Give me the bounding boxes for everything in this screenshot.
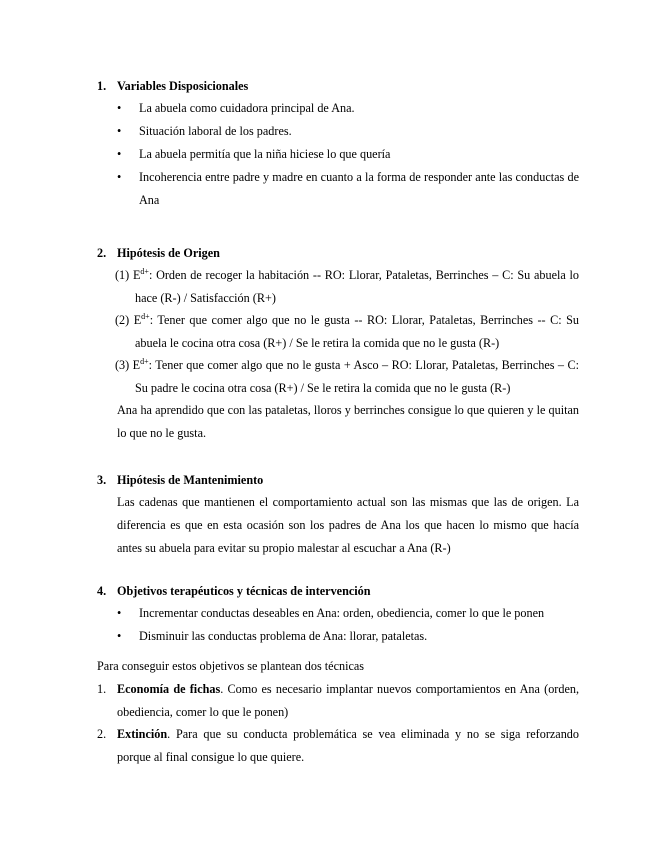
techniques-intro: Para conseguir estos objetivos se plantean dos técnicas bbox=[97, 659, 365, 673]
section-number: 3. bbox=[97, 473, 107, 487]
bullet-list bbox=[97, 97, 579, 212]
section-number: 1. bbox=[97, 79, 107, 93]
section-title: Hipótesis de Origen bbox=[117, 246, 220, 260]
conclusion-paragraph: Ana ha aprendido que con las pataletas, lloros y berrinches consigue lo que quieren y le quitan lo que no le gusta. bbox=[117, 403, 579, 440]
section-heading bbox=[97, 470, 579, 490]
list-item: • La abuela permitía que la niña hiciese lo que quería bbox=[97, 143, 579, 166]
list-item: • Incoherencia entre padre y madre en cuanto a la forma de responder ante las conductas de Ana bbox=[97, 166, 579, 212]
list-item: • Incrementar conductas deseables en Ana: orden, obediencia, comer lo que le ponen bbox=[97, 602, 579, 625]
maintenance-paragraph: Las cadenas que mantienen el comportamiento actual son las mismas que las de origen. La diferencia es que en esta ocasión son los padres de Ana los que hacen lo mismo que hacía antes su abuela para evitar su propio malestar al escuchar a Ana (R-) bbox=[117, 495, 579, 555]
hypothesis-item: (2) $E^{d+}$: Tener que comer algo que no le gusta -- RO: Llorar, Pataletas, Berrinches -- C: Su abuela le cocina otra cosa (R+) / Se le retira la comida que no le gusta (R-) bbox=[115, 311, 580, 350]
hypothesis-item: (1) $E^{d+}$: Orden de recoger la habitación -- RO: Llorar, Pataletas, Berrinches – C: Su abuela lo hace (R-) / Satisfacción (R+) bbox=[115, 266, 580, 305]
section-variables-disposicionales bbox=[97, 76, 579, 212]
technique-name: Economía de fichas bbox=[117, 682, 221, 696]
section-number: 2. bbox=[97, 246, 107, 260]
hypothesis-list bbox=[97, 264, 579, 399]
bullet-list bbox=[97, 602, 579, 648]
section-hipotesis-origen bbox=[97, 243, 579, 445]
section-heading bbox=[97, 581, 579, 601]
technique-list bbox=[97, 678, 579, 768]
section-title: Hipótesis de Mantenimiento bbox=[117, 473, 264, 487]
technique-name: Extinción bbox=[117, 727, 168, 741]
section-heading bbox=[97, 243, 579, 263]
section-title: Objetivos terapéuticos y técnicas de intervención bbox=[117, 584, 371, 598]
section-hipotesis-mantenimiento bbox=[97, 470, 579, 560]
section-objetivos-terapeuticos bbox=[97, 581, 579, 768]
list-item: • La abuela como cuidadora principal de Ana. bbox=[97, 97, 579, 120]
section-number: 4. bbox=[97, 584, 107, 598]
technique-item: 1. Economía de fichas. Como es necesario implantar nuevos comportamientos en Ana (orden, obediencia, comer lo que le ponen) bbox=[97, 682, 580, 719]
list-item: • Situación laboral de los padres. bbox=[97, 120, 579, 143]
hypothesis-item: (3) $E^{d+}$: Tener que comer algo que no le gusta + Asco – RO: Llorar, Pataletas, Berrinches – C: Su padre le cocina otra cosa (R+) / Se le retira la comida que no le gusta (R-) bbox=[115, 356, 580, 395]
section-heading bbox=[97, 76, 579, 96]
technique-item: 2. Extinción. Para que su conducta problemática se vea eliminada y no se siga reforzando porque al final consigue lo que quiere. bbox=[97, 727, 579, 764]
list-item: • Disminuir las conductas problema de Ana: llorar, pataletas. bbox=[97, 625, 579, 648]
section-title: Variables Disposicionales bbox=[117, 79, 249, 93]
